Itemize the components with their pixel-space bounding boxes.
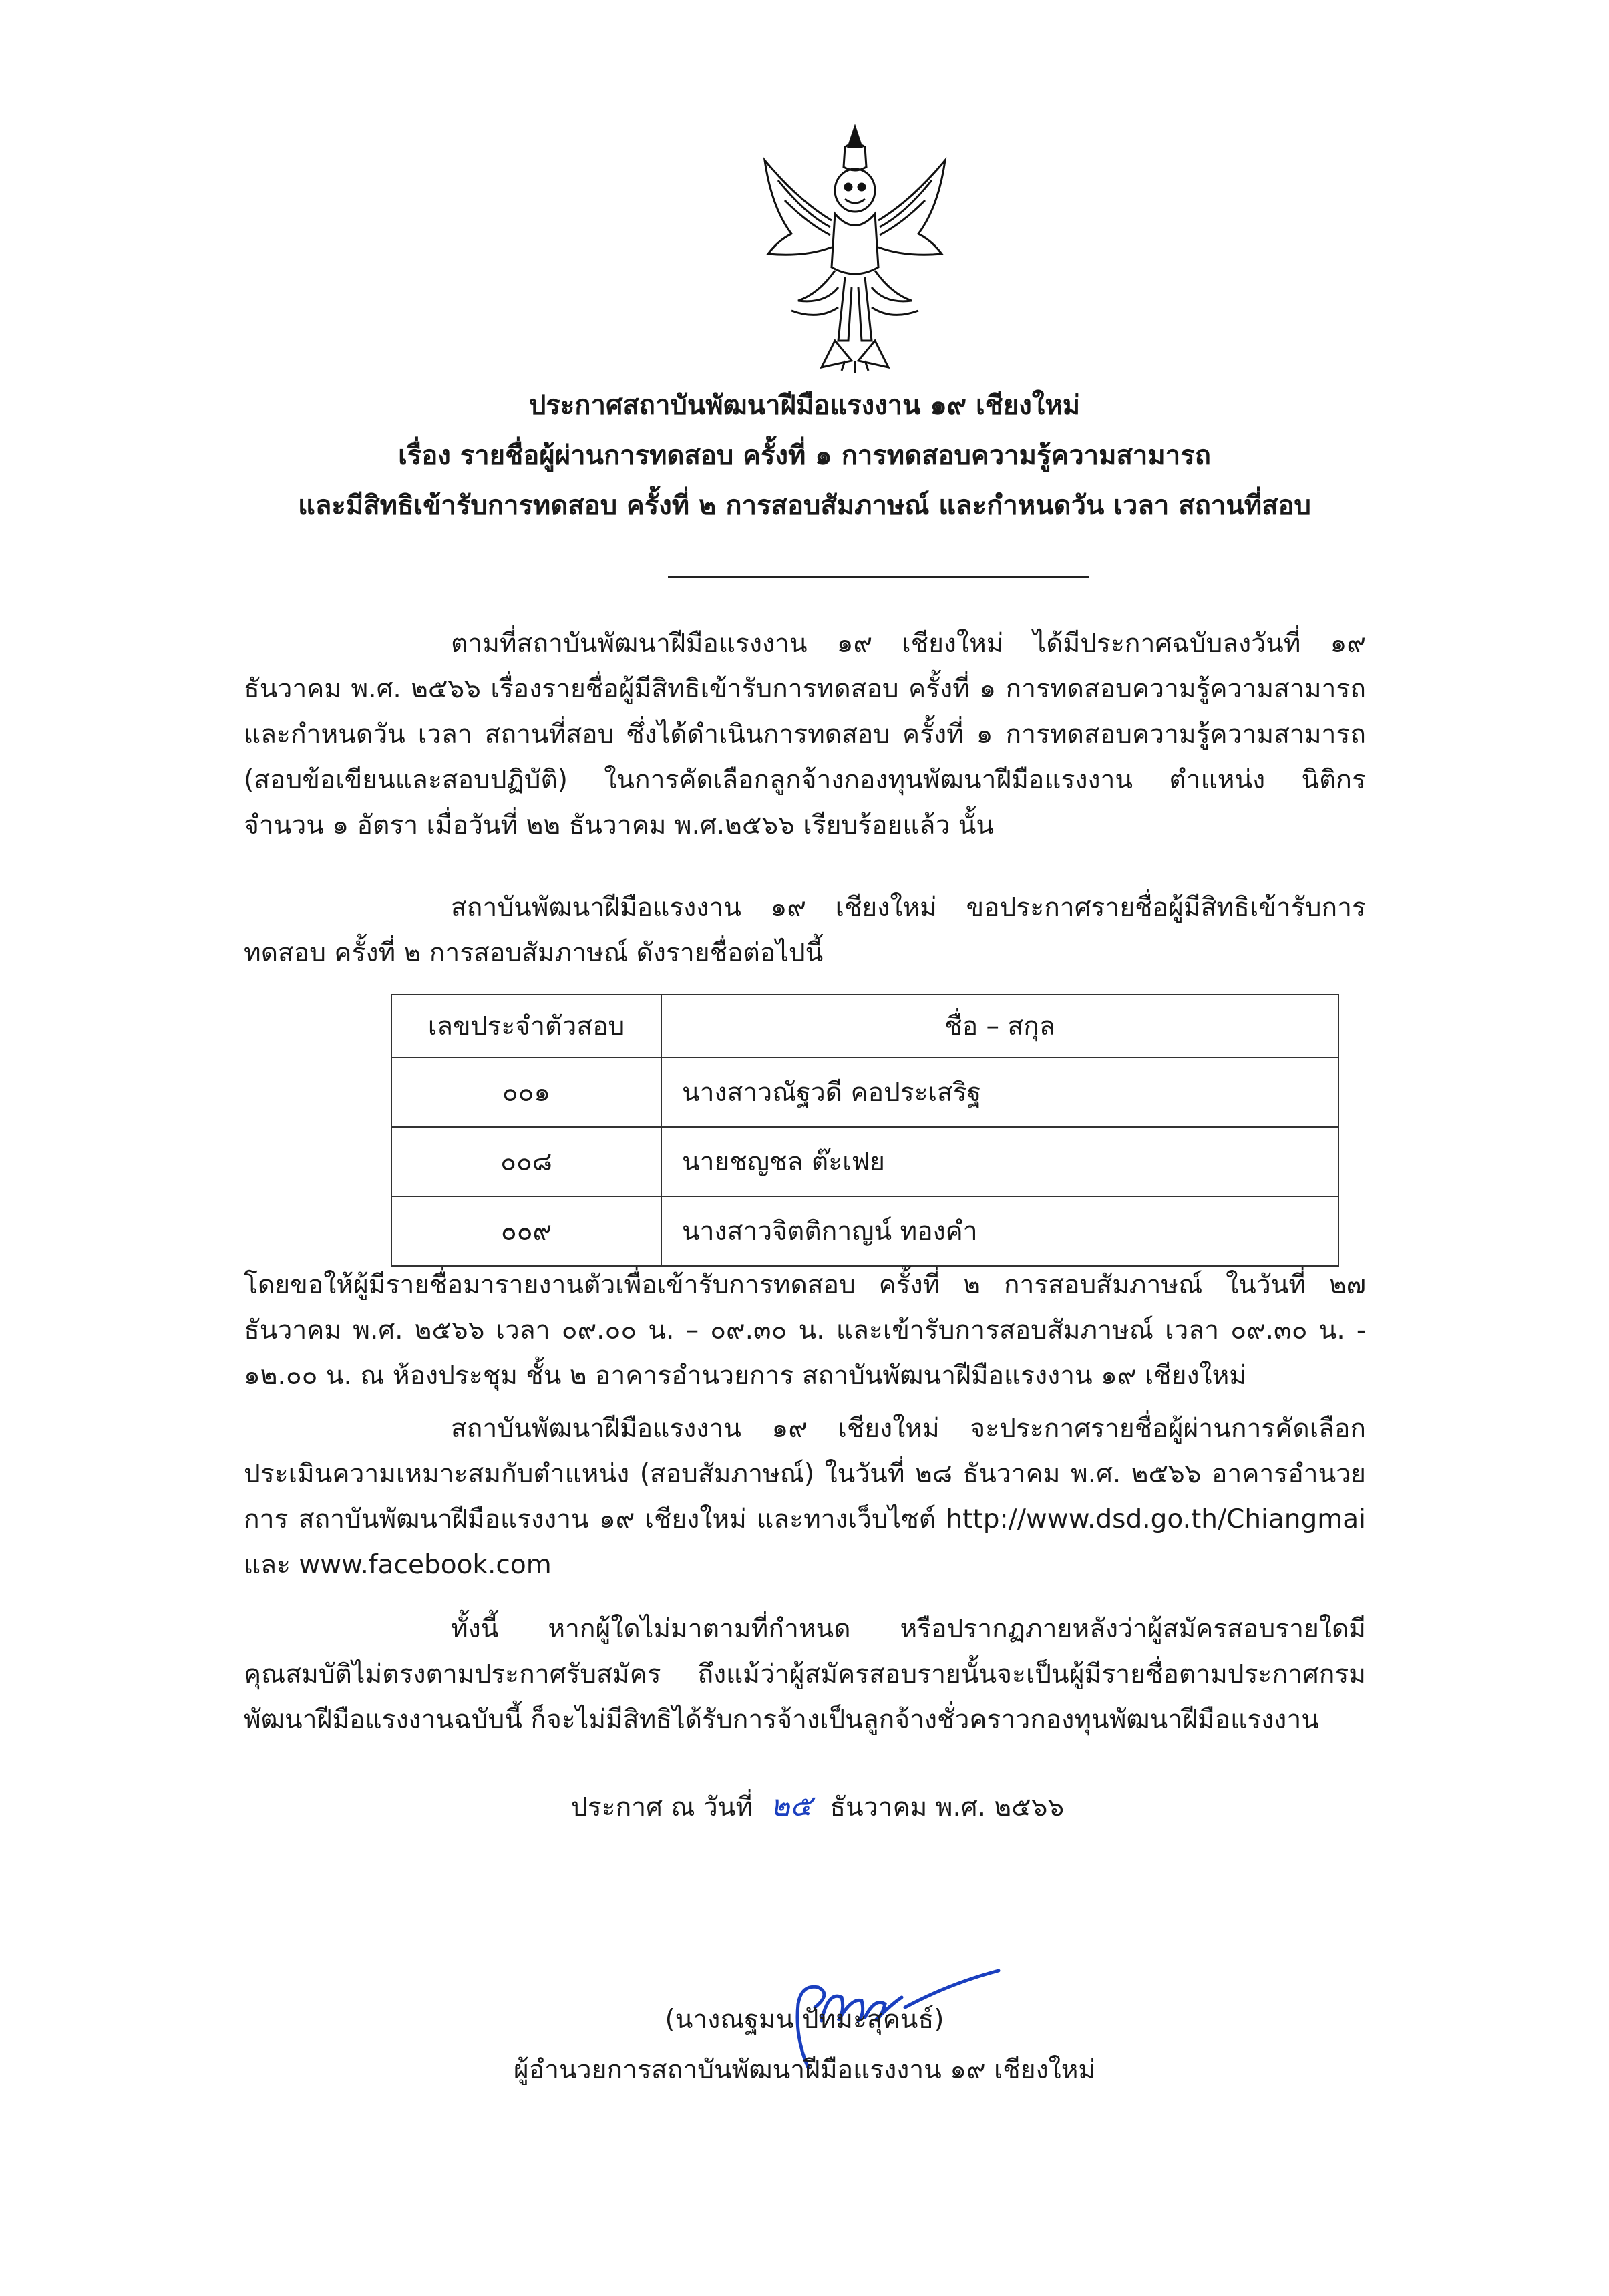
candidate-name: นางสาวณัฐวดี คอประเสริฐ [661, 1057, 1338, 1127]
table-row [391, 1196, 1338, 1266]
title-line-3: และมีสิทธิเข้ารับการทดสอบ ครั้งที่ ๒ การสอบสัมภาษณ์ และกำหนดวัน เวลา สถานที่สอบ [298, 490, 1311, 521]
column-header-name: ชื่อ – สกุล [661, 995, 1338, 1057]
candidate-id: ๐๐๙ [391, 1196, 661, 1266]
paragraph-3: โดยขอให้ผู้มีรายชื่อมารายงานตัวเพื่อเข้ารับการทดสอบ ครั้งที่ ๒ การสอบสัมภาษณ์ ในวันที่ ๒๗ ธันวาคม พ.ศ. ๒๕๖๖ เวลา ๐๙.๐๐ น. – ๐๙.๓๐ น. และเข้ารับการสอบสัมภาษณ์ เวลา ๐๙.๓๐ น. - ๑๒.๐๐ น. ณ ห้องประชุม ชั้น ๒ อาคารอำนวยการ สถาบันพัฒนาฝีมือแรงงาน ๑๙ เชียงใหม่ [244, 1270, 1366, 1391]
table-row [391, 1127, 1338, 1196]
table-row [391, 1057, 1338, 1127]
candidate-id: ๐๐๘ [391, 1127, 661, 1196]
paragraph-1: ตามที่สถาบันพัฒนาฝีมือแรงงาน ๑๙ เชียงใหม่ ได้มีประกาศฉบับลงวันที่ ๑๙ ธันวาคม พ.ศ. ๒๕๖๖ เรื่องรายชื่อผู้มีสิทธิเข้ารับการทดสอบ ครั้งที่ ๑ การทดสอบความรู้ความสามารถ และกำหนดวัน เวลา สถานที่สอบ ซึ่งได้ดำเนินการทดสอบ ครั้งที่ ๑ การทดสอบความรู้ความสามารถ (สอบข้อเขียนและสอบปฏิบัติ) ในการคัดเลือกลูกจ้างกองทุนพัฒนาฝีมือแรงงาน ตำแหน่ง นิติกร จำนวน ๑ อัตรา เมื่อวันที่ ๒๒ ธันวาคม พ.ศ.๒๕๖๖ เรียบร้อยแล้ว นั้น [244, 629, 1366, 840]
announce-suffix: ธันวาคม พ.ศ. ๒๕๖๖ [830, 1792, 1065, 1822]
candidate-name: นางสาวจิตติกาญน์ ทองคำ [661, 1196, 1338, 1266]
paragraph-5: ทั้งนี้ หากผู้ใดไม่มาตามที่กำหนด หรือปรากฏภายหลังว่าผู้สมัครสอบรายใดมีคุณสมบัติไม่ตรงตามประกาศรับสมัคร ถึงแม้ว่าผู้สมัครสอบรายนั้นจะเป็นผู้มีรายชื่อตามประกาศกรมพัฒนาฝีมือแรงงานฉบับนี้ ก็จะไม่มีสิทธิได้รับการจ้างเป็นลูกจ้างชั่วคราวกองทุนพัฒนาฝีมือแรงงาน [244, 1614, 1366, 1735]
title-line-1: ประกาศสถาบันพัฒนาฝีมือแรงงาน ๑๙ เชียงใหม่ [528, 390, 1081, 421]
table-header-row [391, 995, 1338, 1057]
announce-prefix: ประกาศ ณ วันที่ [571, 1792, 753, 1822]
signer-name: (นางณฐมน ปัทมะสุคนธ์) [665, 2005, 944, 2035]
signer-position: ผู้อำนวยการสถาบันพัฒนาฝีมือแรงงาน ๑๙ เชียงใหม่ [513, 2055, 1096, 2085]
candidate-id: ๐๐๑ [391, 1057, 661, 1127]
garuda-emblem [751, 120, 958, 374]
title-divider [668, 576, 1089, 578]
candidate-name: นายชญชล ต๊ะเฟย [661, 1127, 1338, 1196]
announce-day: ๒๕ [770, 1789, 812, 1823]
column-header-id: เลขประจำตัวสอบ [391, 995, 661, 1057]
paragraph-4: สถาบันพัฒนาฝีมือแรงงาน ๑๙ เชียงใหม่ จะประกาศรายชื่อผู้ผ่านการคัดเลือกประเมินความเหมาะสมกับตำแหน่ง (สอบสัมภาษณ์) ในวันที่ ๒๘ ธันวาคม พ.ศ. ๒๕๖๖ อาคารอำนวยการ สถาบันพัฒนาฝีมือแรงงาน ๑๙ เชียงใหม่ และทางเว็บไซต์ http://www.dsd.go.th/Chiangmai และ www.facebook.com [244, 1414, 1366, 1580]
candidate-table [391, 994, 1339, 1267]
title-line-2: เรื่อง รายชื่อผู้ผ่านการทดสอบ ครั้งที่ ๑ การทดสอบความรู้ความสามารถ [398, 440, 1211, 471]
announce-date [571, 1784, 1306, 1830]
paragraph-2: สถาบันพัฒนาฝีมือแรงงาน ๑๙ เชียงใหม่ ขอประกาศรายชื่อผู้มีสิทธิเข้ารับการทดสอบ ครั้งที่ ๒ การสอบสัมภาษณ์ ดังรายชื่อต่อไปนี้ [244, 892, 1366, 968]
